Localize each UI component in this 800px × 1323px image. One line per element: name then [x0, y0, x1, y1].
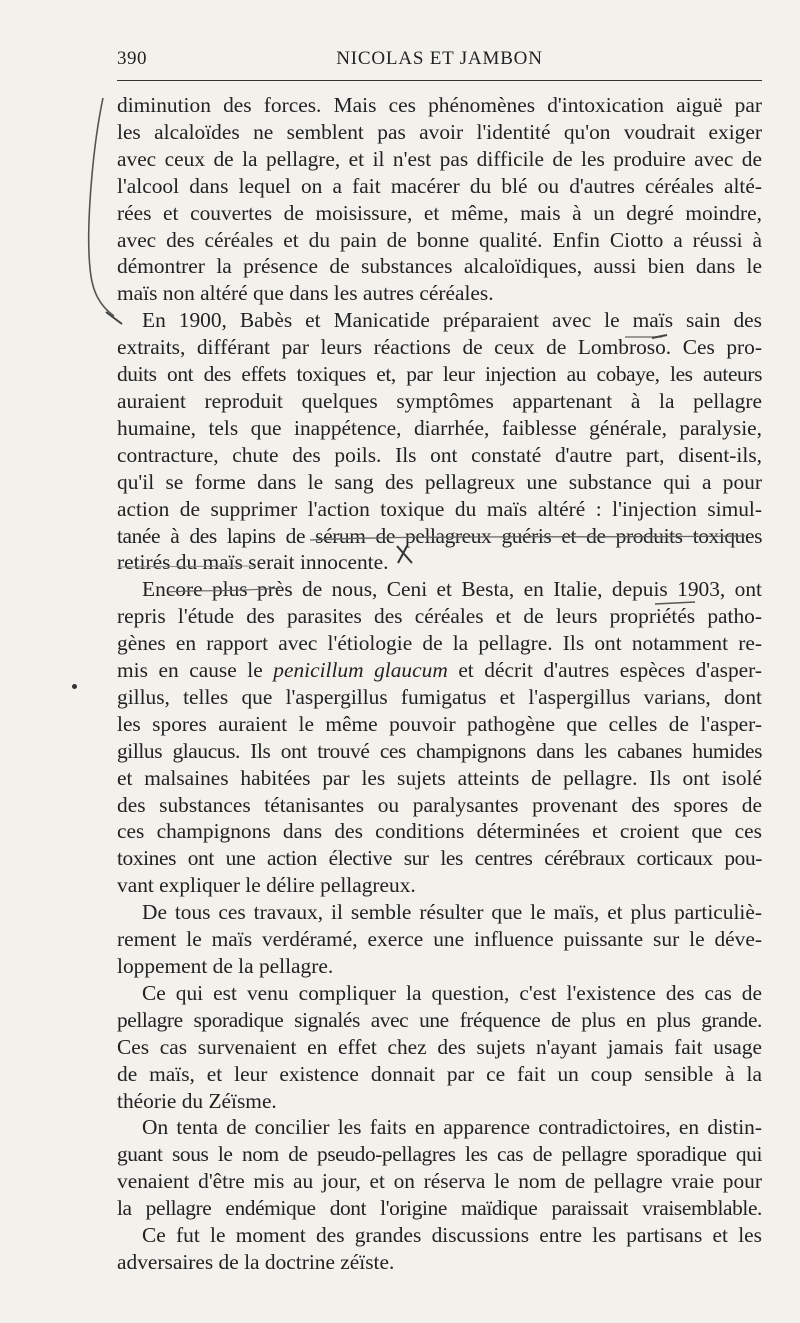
- page-number: 390: [117, 48, 147, 69]
- text-line: Ce fut le moment des grandes discussions entre les partisans et les: [142, 1223, 762, 1248]
- text-line: humaine, tels que inappétence, diarrhée, faiblesse générale, paralysie,: [117, 415, 762, 440]
- text-line: guant sous le nom de pseudo-pellagres les cas de pellagre sporadique qui: [117, 1142, 762, 1167]
- text-line: Ce qui est venu compliquer la question, c'est l'existence des cas de: [142, 980, 762, 1005]
- text-line: adversaires de la doctrine zéïste.: [117, 1249, 395, 1274]
- text-line: gillus, telles que l'aspergillus fumigatus et l'aspergillus varians, dont: [117, 684, 762, 709]
- body-text: [117, 92, 762, 1276]
- text-line: diminution des forces. Mais ces phénomènes d'intoxication aiguë par: [117, 93, 762, 117]
- text-line: rées et couvertes de moisissure, et même, mais à un degré moindre,: [117, 200, 762, 225]
- text-line: maïs non altéré que dans les autres céréales.: [117, 281, 494, 306]
- text-line: avec des céréales et du pain de bonne qualité. Enfin Ciotto a réussi à: [117, 227, 762, 252]
- text-line: vant expliquer le délire pellagreux.: [117, 873, 416, 898]
- italic-term: penicillum glaucum: [273, 658, 448, 683]
- text-line: la pellagre endémique dont l'origine maïdique paraissait vraisemblable.: [117, 1196, 762, 1221]
- text-line: [117, 657, 762, 684]
- paragraph-1: [117, 92, 762, 307]
- text-line: les spores auraient le même pouvoir pathogène que celles de l'asper-: [117, 711, 762, 736]
- page-header: [117, 44, 762, 81]
- paragraph-5: [117, 980, 762, 1115]
- text-line: tanée à des lapins de sérum de pellagreux guéris et de produits toxiques: [117, 523, 762, 548]
- text-line: et malsaines habitées par les sujets atteints de pellagre. Ils ont isolé: [117, 765, 762, 790]
- text-line: On tenta de concilier les faits en apparence contradictoires, en distin-: [142, 1115, 762, 1140]
- text-line: théorie du Zéïsme.: [117, 1088, 277, 1113]
- text-line: l'alcool dans lequel on a fait macérer du blé ou d'autres céréales alté-: [117, 173, 762, 198]
- paragraph-3: [117, 576, 762, 899]
- text-line: gènes en rapport avec l'étiologie de la pellagre. Ils ont notamment re-: [117, 631, 762, 656]
- running-head: NICOLAS ET JAMBON: [336, 48, 543, 69]
- text-line: En 1900, Babès et Manicatide préparaient avec le maïs sain des: [142, 308, 762, 333]
- text-line: de maïs, et leur existence donnait par ce fait un coup sensible à la: [117, 1061, 762, 1086]
- paragraph-7: [117, 1222, 762, 1276]
- text-line: extraits, différant par leurs réactions de ceux de Lombroso. Ces pro-: [117, 335, 762, 360]
- margin-bracket-mark: [89, 98, 114, 316]
- text-line: venaient d'être mis au jour, et on réserva le nom de pellagre vraie pour: [117, 1169, 762, 1194]
- text-line: Encore plus près de nous, Ceni et Besta, en Italie, depuis 1903, ont: [142, 577, 762, 602]
- paragraph-4: [117, 899, 762, 980]
- text-line: retirés du maïs serait innocente.: [117, 550, 389, 575]
- text-line: Ces cas survenaient en effet chez des sujets n'ayant jamais fait usage: [117, 1034, 762, 1059]
- text-line: contracture, chute des poils. Ils ont constaté d'autre part, disent-ils,: [117, 442, 762, 467]
- text-line: pellagre sporadique signalés avec une fréquence de plus en plus grande.: [117, 1007, 762, 1032]
- text-line: ces champignons dans des conditions déterminées et croient que ces: [117, 819, 762, 844]
- paragraph-2: [117, 307, 762, 576]
- text-line: qu'il se forme dans le sang des pellagreux une substance qui a pour: [117, 469, 762, 494]
- text-line: De tous ces travaux, il semble résulter que le maïs, et plus particuliè-: [142, 900, 762, 925]
- text-line: des substances tétanisantes ou paralysantes provenant des spores de: [117, 792, 762, 817]
- text-line: loppement de la pellagre.: [117, 954, 334, 978]
- text-line: démontrer la présence de substances alcaloïdiques, aussi bien dans le: [117, 254, 762, 279]
- text-line: toxines ont une action élective sur les centres cérébraux corticaux pou-: [117, 846, 762, 871]
- text-line: repris l'étude des parasites des céréales et de leurs propriétés patho-: [117, 604, 762, 629]
- paragraph-6: [117, 1114, 762, 1222]
- text-line: avec ceux de la pellagre, et il n'est pas difficile de les produire avec de: [117, 146, 762, 171]
- text-line: rement le maïs verdéramé, exerce une influence puissante sur le déve-: [117, 927, 762, 952]
- text-fragment: et décrit d'autres espèces d'asper-: [447, 658, 762, 683]
- text-line: les alcaloïdes ne semblent pas avoir l'identité qu'on voudrait exiger: [117, 119, 762, 144]
- text-fragment: mis en cause le: [117, 658, 274, 683]
- text-line: auraient reproduit quelques symptômes appartenant à la pellagre: [117, 388, 762, 413]
- text-line: action de supprimer l'action toxique du maïs altéré : l'injection simul-: [117, 496, 762, 521]
- text-line: gillus glaucus. Ils ont trouvé ces champignons dans les cabanes humides: [117, 738, 762, 763]
- margin-dot-mark: [72, 684, 77, 689]
- text-line: duits ont des effets toxiques et, par leur injection au cobaye, les auteurs: [117, 362, 762, 387]
